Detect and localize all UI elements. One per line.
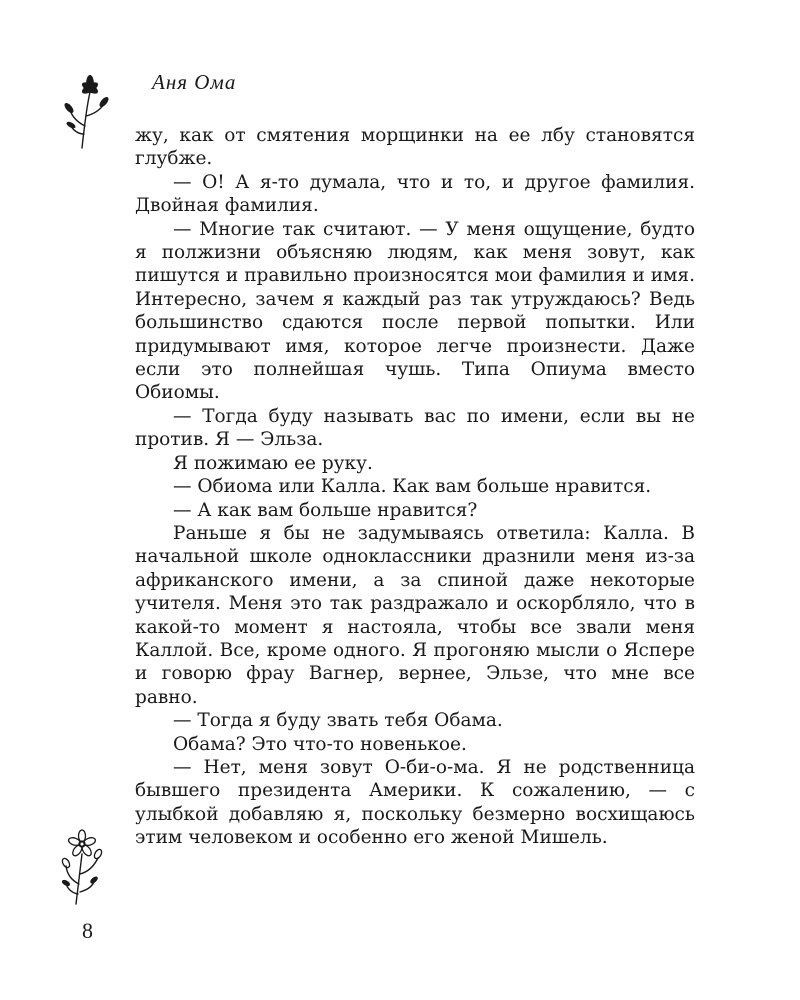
page-number: 8 xyxy=(82,918,93,943)
paragraph: Я пожимаю ее руку. xyxy=(173,452,373,474)
flower-sprig-icon xyxy=(62,70,110,150)
paragraph: — А как вам больше нравится? xyxy=(173,499,478,521)
paragraph: жу, как от смятения морщинки на ее лбу становятся глубже. xyxy=(135,125,695,170)
paragraph: — Многие так считают. — У меня ощущение, будто я полжизни объясняю людям, как меня зовут, как пишутся и правильно произносятся мои фамилия и имя. Интересно, зачем я каждый раз так утруждаюсь? Ведь большинство сдаются после первой попытки. Или придумывают имя, которое легче произнести. Даже если это полнейшая чушь. Типа Опиума вместо Обиомы. xyxy=(135,218,695,404)
paragraph: Раньше я бы не задумываясь ответила: Калла. В начальной школе одноклассники дразнили меня из-за африканского имени, а за спиной даже некоторые учителя. Меня это так раздражало и оскорбляло, что в какой-то момент я настояла, чтобы все звали меня Каллой. Все, кроме одного. Я прогоняю мысли о Яспере и говорю фрау Вагнер, вернее, Эльзе, что мне все равно. xyxy=(135,522,695,708)
running-header-author: Аня Ома xyxy=(152,70,237,94)
paragraph: — Тогда я буду звать тебя Обама. xyxy=(173,710,503,732)
paragraph: — Обиома или Калла. Как вам больше нравится. xyxy=(173,476,652,498)
paragraph: — О! А я-то думала, что и то, и другое фамилия. Двойная фамилия. xyxy=(135,171,695,217)
paragraph: Обама? Это что-то новенькое. xyxy=(173,733,467,755)
flower-sprig-icon xyxy=(58,826,106,906)
paragraph: — Нет, меня зовут О-би-о-ма. Я не родственница бывшего президента Америки. К сожалению, — с улыбкой добавляю я, поскольку безмерно восхищаюсь этим человеком и особенно его женой Мишель. xyxy=(135,756,695,849)
body-text xyxy=(135,124,695,850)
paragraph: — Тогда буду называть вас по имени, если вы не против. Я — Эльза. xyxy=(135,405,695,451)
